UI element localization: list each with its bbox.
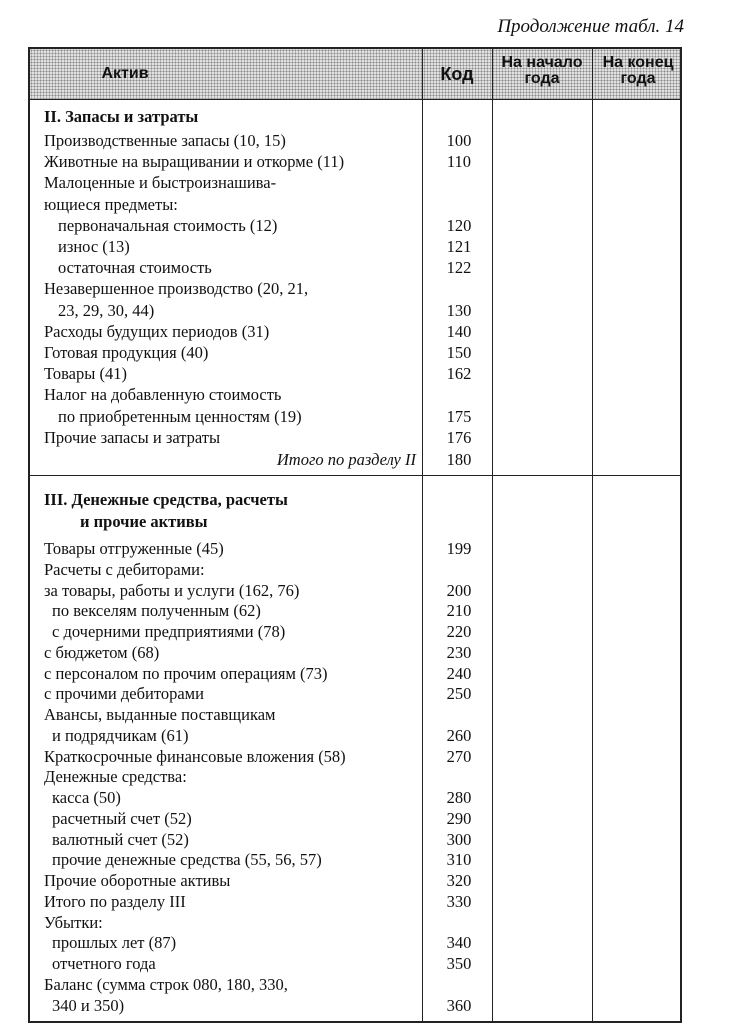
row-label: Малоценные и быстроизнашива- [44, 173, 277, 193]
section2-title: II. Запасы и затраты [44, 107, 199, 126]
section2-total-code: 180 [446, 450, 472, 469]
row-label: по приобретенным ценностям (19) [58, 406, 302, 426]
row-label: 23, 29, 30, 44) [58, 300, 155, 320]
row-label: Денежные средства: [44, 767, 187, 787]
row-code: 140 [446, 321, 472, 341]
header-kod: Код [440, 64, 474, 84]
row-label: Товары отгруженные (45) [44, 539, 224, 558]
row-label: первоначальная стоимость (12) [58, 215, 278, 235]
row-code: 360 [446, 995, 472, 1015]
row-code: 240 [446, 663, 472, 683]
row-label: Товары (41) [44, 364, 127, 384]
row-code: 320 [446, 871, 472, 890]
section2-total-label: Итого по разделу II [276, 450, 416, 469]
continuation-caption: Продолжение табл. 14 [497, 16, 684, 37]
row-label: Расчеты с дебиторами: [44, 559, 205, 579]
row-label: износ (13) [58, 237, 130, 256]
row-label: с прочими дебиторами [44, 684, 204, 704]
section2-total-row [30, 449, 422, 470]
row-label: ющиеся предметы: [44, 194, 178, 214]
row-code: 280 [446, 788, 472, 807]
row-label: Готовая продукция (40) [44, 343, 209, 362]
row-code: 121 [446, 237, 472, 256]
section3-title-line1: III. Денежные средства, расчеты [44, 490, 288, 509]
row-label: Прочие запасы и затраты [44, 427, 221, 447]
row-code: 300 [446, 829, 472, 849]
row-code: 250 [446, 684, 472, 704]
header-divider [30, 99, 680, 100]
section2-title-row [30, 106, 422, 127]
row-code: 350 [446, 954, 472, 973]
header-end-of-year [592, 55, 684, 87]
header-start-line1: На начало [501, 54, 583, 71]
row-code: 260 [446, 725, 472, 745]
row-code: 340 [446, 933, 472, 953]
header-start-line2: года [524, 70, 560, 87]
row-label: прочие денежные средства (55, 56, 57) [52, 850, 322, 870]
row-label: прошлых лет (87) [52, 933, 177, 953]
row-code: 175 [446, 406, 472, 426]
row-code: 162 [446, 364, 472, 384]
row-code: 100 [446, 131, 472, 150]
row-code: 110 [446, 152, 472, 172]
row-label: по векселям полученным (62) [52, 601, 261, 621]
header-end-line1: На конец [602, 54, 674, 71]
row-label: Производственные запасы (10, 15) [44, 131, 286, 150]
row-label: Краткосрочные финансовые вложения (58) [44, 746, 346, 766]
row-code: 220 [446, 622, 472, 641]
row-code: 122 [446, 258, 472, 278]
section3-title-line2: и прочие активы [80, 512, 208, 531]
row-label: Итого по разделу III [44, 891, 186, 911]
row-label: остаточная стоимость [58, 258, 212, 278]
row-label: Налог на добавленную стоимость [44, 385, 282, 405]
row-label: Прочие оборотные активы [44, 871, 231, 890]
row-code: 310 [446, 850, 472, 870]
row-label: 340 и 350) [52, 995, 125, 1015]
row-label: расчетный счет (52) [52, 808, 192, 828]
row-label: Убытки: [44, 912, 103, 932]
row-code: 176 [446, 427, 472, 447]
header-start-of-year [492, 55, 592, 87]
row-label: с бюджетом (68) [44, 642, 160, 662]
row-label: Авансы, выданные поставщикам [44, 705, 276, 724]
row-label: с персоналом по прочим операциям (73) [44, 663, 328, 683]
row-label: Расходы будущих периодов (31) [44, 321, 270, 341]
column-divider-start [492, 49, 493, 1021]
row-code: 270 [446, 746, 472, 766]
row-code: 290 [446, 808, 472, 828]
row-code: 199 [446, 539, 472, 558]
section3-title-row-1 [30, 489, 422, 510]
row-label: касса (50) [52, 788, 121, 807]
row-label: Незавершенное производство (20, 21, [44, 279, 309, 299]
section-divider [30, 475, 680, 476]
column-divider-end [592, 49, 593, 1021]
section3-title-row-2 [30, 511, 422, 532]
row-label: Баланс (сумма строк 080, 180, 330, [44, 974, 288, 994]
column-divider-kod [422, 49, 423, 1021]
header-end-line2: года [620, 70, 656, 87]
row-label: отчетного года [52, 954, 156, 973]
row-code: 200 [446, 580, 472, 600]
row-code: 150 [446, 343, 472, 362]
row-label: валютный счет (52) [52, 829, 189, 849]
table-header [30, 49, 680, 99]
balance-table [28, 47, 682, 1023]
row-label: за товары, работы и услуги (162, 76) [44, 580, 300, 600]
header-activ: Актив [101, 65, 149, 82]
row-code: 130 [446, 300, 472, 320]
row-code: 330 [446, 891, 472, 911]
row-label: и подрядчикам (61) [52, 725, 189, 745]
row-code: 230 [446, 642, 472, 662]
row-code: 210 [446, 601, 472, 621]
row-label: Животные на выращивании и откорме (11) [44, 152, 345, 172]
row-code: 120 [446, 215, 472, 235]
row-label: с дочерними предприятиями (78) [52, 622, 286, 641]
